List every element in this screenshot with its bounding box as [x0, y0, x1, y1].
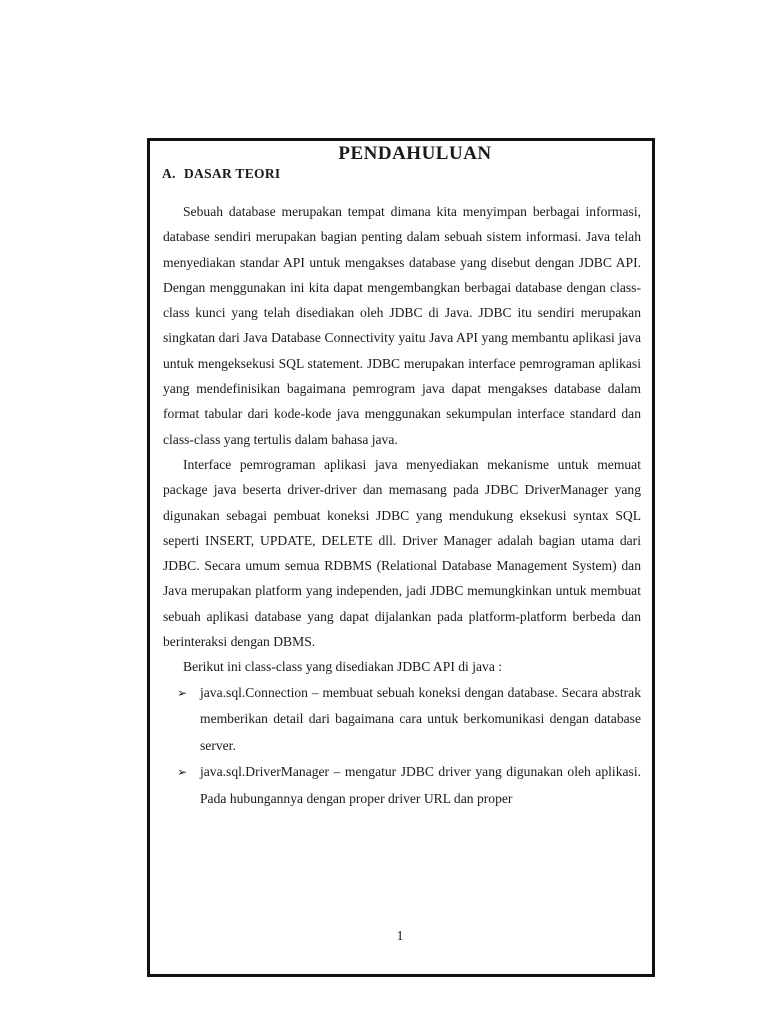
- page-title: PENDAHULUAN: [338, 143, 492, 164]
- section-heading-text: DASAR TEORI: [184, 166, 281, 181]
- list-intro: Berikut ini class-class yang disediakan JDBC API di java :: [183, 659, 503, 675]
- list-item: [163, 759, 641, 812]
- paragraph-1: Sebuah database merupakan tempat dimana kita menyimpan berbagai informasi, database sendiri merupakan bagian penting dalam sebuah sistem informasi. Java telah menyediakan standar API untuk mengakses database yang disebut dengan JDBC API. Dengan menggunakan ini kita dapat mengembangkan berbagai database dengan class-class kunci yang telah disediakan oleh JDBC di Java. JDBC itu sendiri merupakan singkatan dari Java Database Connectivity yaitu Java API yang membantu aplikasi java untuk mengeksekusi SQL statement. JDBC merupakan interface pemrograman aplikasi yang mendefinisikan bagaimana pemrogram java dapat mengakses database dalam format tabular dari kode-kode java menggunakan sekumpulan interface standard dan class-class yang tertulis dalam bahasa java.: [163, 204, 641, 447]
- body-text: [163, 199, 641, 812]
- section-letter: A.: [162, 166, 176, 181]
- list-item-text: java.sql.DriverManager – mengatur JDBC driver yang digunakan oleh aplikasi. Pada hubungannya dengan proper driver URL dan proper: [200, 764, 641, 806]
- page-number: 1: [396, 929, 404, 944]
- section-heading: [162, 166, 280, 182]
- paragraph-2: Interface pemrograman aplikasi java menyediakan mekanisme untuk memuat package java beserta driver-driver dan memasang pada JDBC DriverManager yang digunakan sebagai pembuat koneksi JDBC yang mendukung eksekusi syntax SQL seperti INSERT, UPDATE, DELETE dll. Driver Manager adalah bagian utama dari JDBC. Secara umum semua RDBMS (Relational Database Management System) dan Java merupakan platform yang independen, jadi JDBC memungkinkan untuk membuat sebuah aplikasi database yang dapat dijalankan pada platform-platform berbeda dan berinteraksi dengan DBMS.: [163, 456, 641, 650]
- class-list: [163, 680, 641, 813]
- arrow-bullet-icon: ➢: [177, 685, 188, 700]
- list-item: [163, 680, 641, 760]
- arrow-bullet-icon: ➢: [177, 765, 188, 780]
- list-item-text: java.sql.Connection – membuat sebuah koneksi dengan database. Secara abstrak memberikan detail dari bagaimana cara untuk berkomunikasi dengan database server.: [200, 684, 641, 753]
